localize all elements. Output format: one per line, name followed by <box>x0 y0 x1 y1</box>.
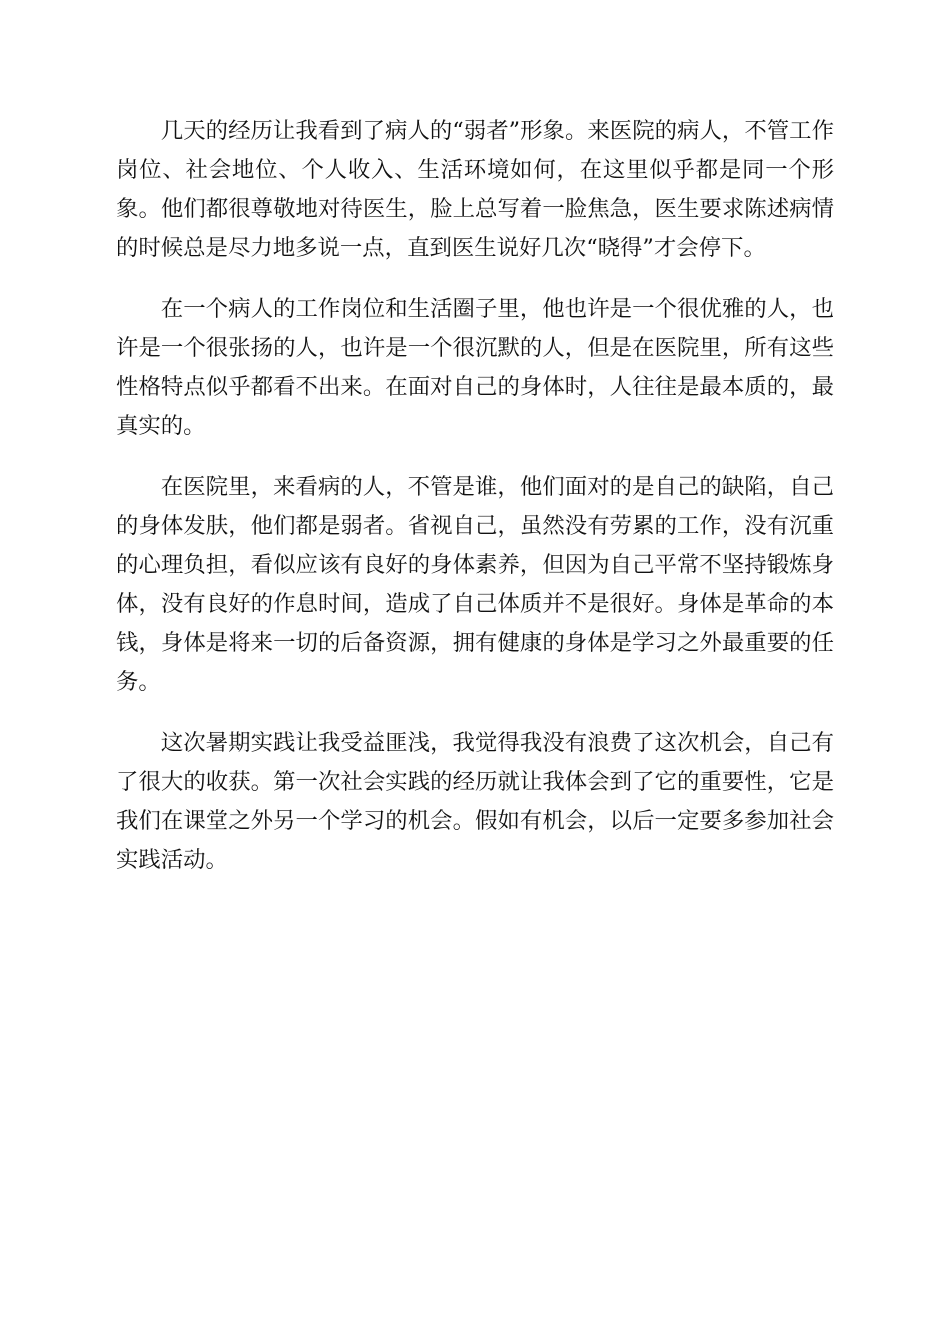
paragraph-4: 这次暑期实践让我受益匪浅，我觉得我没有浪费了这次机会，自己有了很大的收获。第一次社会实践的经历就让我体会到了它的重要性，它是我们在课堂之外另一个学习的机会。假如有机会，以后一定要多参加社会实践活动。 <box>116 730 834 873</box>
paragraph-1: 几天的经历让我看到了病人的“弱者”形象。来医院的病人，不管工作岗位、社会地位、个人收入、生活环境如何，在这里似乎都是同一个形象。他们都很尊敬地对待医生，脸上总写着一脸焦急，医生要求陈述病情的时候总是尽力地多说一点，直到医生说好几次“晓得”才会停下。 <box>116 118 834 261</box>
paragraph-3: 在医院里，来看病的人，不管是谁，他们面对的是自己的缺陷，自己的身体发肤，他们都是弱者。省视自己，虽然没有劳累的工作，没有沉重的心理负担，看似应该有良好的身体素养，但因为自己平常不坚持锻炼身体，没有良好的作息时间，造成了自己体质并不是很好。身体是革命的本钱，身体是将来一切的后备资源，拥有健康的身体是学习之外最重要的任务。 <box>116 474 834 695</box>
paragraph-2: 在一个病人的工作岗位和生活圈子里，他也许是一个很优雅的人，也许是一个很张扬的人，也许是一个很沉默的人，但是在医院里，所有这些性格特点似乎都看不出来。在面对自己的身体时，人往往是最本质的，最真实的。 <box>116 296 834 439</box>
document-body <box>116 112 834 902</box>
